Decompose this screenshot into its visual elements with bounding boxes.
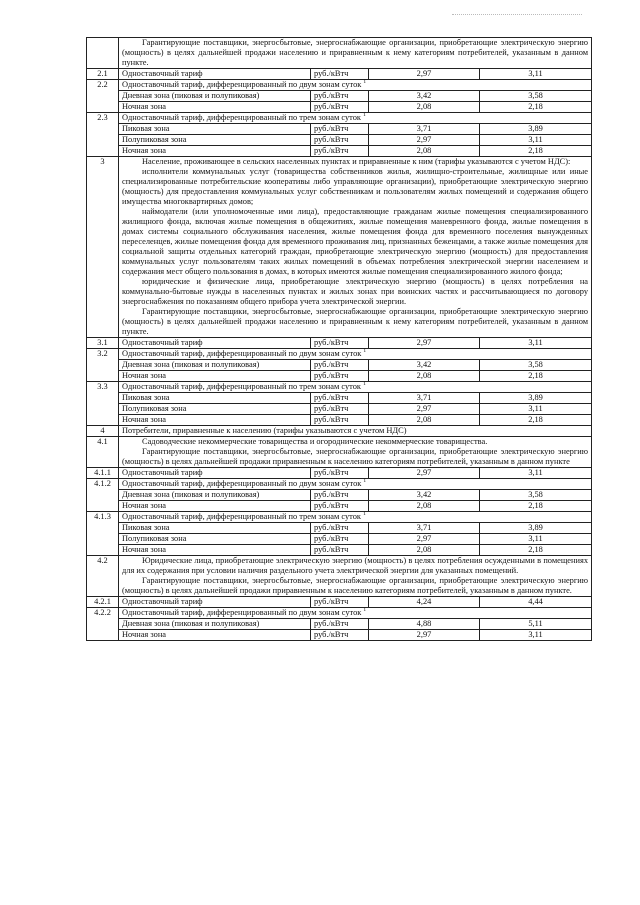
row-number [87,38,119,69]
tariff-value-h1: 2,97 [369,468,480,479]
group-label-text: Одноставочный тариф, дифференцированный по двум зонам суток [122,80,362,89]
table-row [87,382,592,393]
unit: руб./кВтч [311,523,369,534]
group-label-text: Одноставочный тариф, дифференцированный по двум зонам суток [122,479,362,488]
unit: руб./кВтч [311,338,369,349]
tariff-value-h1: 2,08 [369,371,480,382]
table-row [87,69,592,80]
paragraph-cell [119,437,592,468]
tariff-value-h2: 2,18 [480,371,592,382]
tariff-value-h1: 2,97 [369,135,480,146]
footnote-mark: 1 [363,112,366,119]
tariff-value-h1: 2,08 [369,415,480,426]
tariff-label: Полупиковая зона [119,404,311,415]
tariff-value-h1: 4,24 [369,597,480,608]
tariff-value-h2: 5,11 [480,619,592,630]
tariff-label: Пиковая зона [119,393,311,404]
tariff-table [86,37,592,641]
tariff-label: Одноставочный тариф [119,69,311,80]
row-number: 3.1 [87,338,119,349]
paragraph: Юридические лица, приобретающие электрическую энергию (мощность) в целях потребления осужденными в помещениях для их содержания при условии наличия раздельного учета электрической энергии для указанных помещений. [122,556,589,575]
tariff-value-h1: 3,42 [369,91,480,102]
unit: руб./кВтч [311,404,369,415]
row-number: 4.1.1 [87,468,119,479]
tariff-label: Ночная зона [119,630,311,641]
tariff-value-h1: 2,08 [369,102,480,113]
tariff-value-h1: 2,08 [369,545,480,556]
table-row [87,534,592,545]
table-row [87,556,592,597]
section-heading: Потребители, приравненные к населению (тарифы указываются с учетом НДС) [119,426,592,437]
unit: руб./кВтч [311,597,369,608]
tariff-value-h2: 2,18 [480,146,592,157]
tariff-group-label [119,80,592,91]
tariff-value-h2: 3,11 [480,468,592,479]
tariff-value-h2: 3,11 [480,534,592,545]
table-row [87,404,592,415]
group-label-text: Одноставочный тариф, дифференцированный по трем зонам суток [122,382,361,391]
tariff-label: Дневная зона (пиковая и полупиковая) [119,619,311,630]
table-row [87,80,592,91]
tariff-value-h2: 3,89 [480,393,592,404]
tariff-value-h1: 3,71 [369,393,480,404]
table-row [87,135,592,146]
row-number: 4.2 [87,556,119,597]
tariff-label: Ночная зона [119,371,311,382]
table-row [87,608,592,619]
tariff-value-h1: 2,08 [369,146,480,157]
tariff-value-h2: 2,18 [480,545,592,556]
tariff-group-label [119,113,592,124]
table-row [87,630,592,641]
table-row [87,415,592,426]
row-number: 2.1 [87,69,119,80]
tariff-label: Ночная зона [119,415,311,426]
table-row [87,349,592,360]
row-number: 4.1 [87,437,119,468]
paragraph: наймодатели (или уполномоченные ими лица), предоставляющие гражданам жилые помещения специализированного жилищного фонда, включая жилые помещения в общежитиях, жилые помещения маневренного фонда, жилые помещения в домах системы социального обслуживания населения, жилые помещения фонда для временного поселения вынужденных переселенцев, жилые помещения фонда для временного проживания лиц, признанных беженцами, а также жилые помещения для социальной защиты отдельных категорий граждан, приобретающие электрическую энергию (мощность) для предоставления коммунальных услуг пользователям таких жилых помещений в объемах потребления электрической энергии населением и содержания мест общего пользования в домах, в которых имеются жилые помещения специализированного жилого фонда; [122,207,589,276]
unit: руб./кВтч [311,371,369,382]
table-row [87,38,592,69]
tariff-label: Дневная зона (пиковая и полупиковая) [119,490,311,501]
row-number: 2.3 [87,113,119,157]
paragraph: Садоводческие некоммерческие товарищества и огороднические некоммерческие товарищества. [142,437,488,446]
tariff-value-h2: 2,18 [480,102,592,113]
tariff-label: Одноставочный тариф [119,597,311,608]
group-label-text: Одноставочный тариф, дифференцированный по двум зонам суток [122,349,362,358]
table-row [87,91,592,102]
table-row [87,102,592,113]
unit: руб./кВтч [311,415,369,426]
footnote-mark: 1 [363,607,367,614]
tariff-label: Одноставочный тариф [119,338,311,349]
tariff-label: Пиковая зона [119,124,311,135]
paragraph: юридические и физические лица, приобретающие электрическую энергию (мощность) в целях потребления на коммунально-бытовые нужды в населенных пунктах и жилых зонах при воинских частях и рассчитывающиеся по договору энергоснабжения по показаниям общего прибора учета электрической энергии. [122,277,589,306]
group-label-text: Одноставочный тариф, дифференцированный по двум зонам суток [122,608,362,617]
tariff-document [86,37,591,641]
footnote-mark: 1 [363,79,367,86]
paragraph: Гарантирующие поставщики, энергосбытовые, энергоснабжающие организации, приобретающие электрическую энергию (мощность) в целях дальнейшей продажи населению и приравненным к нему категориям потребителей, указанным в данном пункте. [122,38,589,67]
table-row [87,124,592,135]
tariff-value-h1: 2,08 [369,501,480,512]
tariff-value-h2: 3,89 [480,523,592,534]
table-row [87,490,592,501]
unit: руб./кВтч [311,146,369,157]
tariff-label: Полупиковая зона [119,135,311,146]
paragraph: Гарантирующие поставщики, энергосбытовые, энергоснабжающие организации, приобретающие электрическую энергию (мощность) в целях дальнейшей продажи приравненным к населению категориям потребителей, указанным в данном пункте [122,447,589,466]
tariff-value-h1: 2,97 [369,404,480,415]
paragraph-cell [119,157,592,338]
tariff-label: Дневная зона (пиковая и полупиковая) [119,360,311,371]
tariff-value-h1: 3,71 [369,124,480,135]
table-row [87,426,592,437]
tariff-value-h2: 4,44 [480,597,592,608]
unit: руб./кВтч [311,69,369,80]
table-row [87,113,592,124]
row-number: 4.1.3 [87,512,119,556]
footnote-mark: 1 [363,511,366,518]
tariff-value-h2: 3,11 [480,630,592,641]
tariff-group-label [119,512,592,523]
table-row [87,393,592,404]
tariff-value-h1: 2,97 [369,69,480,80]
tariff-value-h2: 3,58 [480,490,592,501]
tariff-value-h1: 3,71 [369,523,480,534]
unit: руб./кВтч [311,393,369,404]
table-row [87,371,592,382]
tariff-value-h2: 3,11 [480,404,592,415]
unit: руб./кВтч [311,534,369,545]
paragraph: Гарантирующие поставщики, энергосбытовые, энергоснабжающие организации, приобретающие электрическую энергию (мощность) в целях дальнейшей продажи приравненным к населению категориям потребителей, указанным в данном пункте. [122,576,589,595]
tariff-value-h2: 3,11 [480,338,592,349]
table-row [87,523,592,534]
tariff-value-h1: 4,88 [369,619,480,630]
tariff-label: Ночная зона [119,501,311,512]
tariff-label: Ночная зона [119,545,311,556]
tariff-value-h1: 3,42 [369,490,480,501]
tariff-label: Полупиковая зона [119,534,311,545]
tariff-value-h2: 3,89 [480,124,592,135]
tariff-label: Дневная зона (пиковая и полупиковая) [119,91,311,102]
unit: руб./кВтч [311,490,369,501]
row-number: 4.1.2 [87,479,119,512]
paragraph-cell [119,38,592,69]
unit: руб./кВтч [311,124,369,135]
row-number: 3.2 [87,349,119,382]
table-row [87,597,592,608]
unit: руб./кВтч [311,630,369,641]
tariff-group-label [119,382,592,393]
tariff-label: Ночная зона [119,102,311,113]
group-label-text: Одноставочный тариф, дифференцированный по трем зонам суток [122,113,361,122]
table-row [87,545,592,556]
table-row [87,468,592,479]
tariff-value-h2: 2,18 [480,415,592,426]
unit: руб./кВтч [311,501,369,512]
table-row [87,437,592,468]
table-row [87,619,592,630]
unit: руб./кВтч [311,91,369,102]
tariff-value-h2: 2,18 [480,501,592,512]
paragraph: Гарантирующие поставщики, энергосбытовые, энергоснабжающие организации, приобретающие электрическую энергию (мощность) в целях дальнейшей продажи населению и приравненным к нему категориям потребителей, указанным в данном пункте. [122,307,589,336]
tariff-value-h2: 3,58 [480,360,592,371]
table-row [87,501,592,512]
unit: руб./кВтч [311,360,369,371]
footnote-mark: 1 [363,348,367,355]
footnote-mark: 1 [363,381,366,388]
tariff-group-label [119,608,592,619]
row-number: 4 [87,426,119,437]
table-row [87,338,592,349]
tariff-value-h1: 2,97 [369,534,480,545]
tariff-value-h1: 2,97 [369,338,480,349]
group-label-text: Одноставочный тариф, дифференцированный по трем зонам суток [122,512,361,521]
unit: руб./кВтч [311,545,369,556]
unit: руб./кВтч [311,619,369,630]
unit: руб./кВтч [311,135,369,146]
row-number: 4.2.2 [87,608,119,641]
table-row [87,479,592,490]
table-row [87,157,592,338]
tariff-value-h1: 3,42 [369,360,480,371]
unit: руб./кВтч [311,468,369,479]
unit: руб./кВтч [311,102,369,113]
row-number: 4.2.1 [87,597,119,608]
tariff-label: Пиковая зона [119,523,311,534]
paragraph-cell [119,556,592,597]
paragraph: Население, проживающее в сельских населенных пунктах и приравненные к ним (тарифы указываются с учетом НДС): [142,157,571,166]
table-row [87,146,592,157]
footnote-mark: 1 [363,478,367,485]
row-number: 3 [87,157,119,338]
tariff-value-h2: 3,11 [480,135,592,146]
tariff-value-h1: 2,97 [369,630,480,641]
row-number: 3.3 [87,382,119,426]
table-row [87,512,592,523]
tariff-group-label [119,349,592,360]
tariff-label: Ночная зона [119,146,311,157]
scan-noise [452,14,582,21]
tariff-group-label [119,479,592,490]
table-row [87,360,592,371]
paragraph: исполнители коммунальных услуг (товарищества собственников жилья, жилищно-строительные, жилищные или иные специализированные потребительские кооперативы либо управляющие организации), приобретающие электрическую энергию (мощность) для предоставления коммунальных услуг собственникам и пользователям жилых помещений и содержания общего имущества многоквартирных домов; [122,167,589,206]
tariff-value-h2: 3,58 [480,91,592,102]
tariff-value-h2: 3,11 [480,69,592,80]
tariff-label: Одноставочный тариф [119,468,311,479]
row-number: 2.2 [87,80,119,113]
